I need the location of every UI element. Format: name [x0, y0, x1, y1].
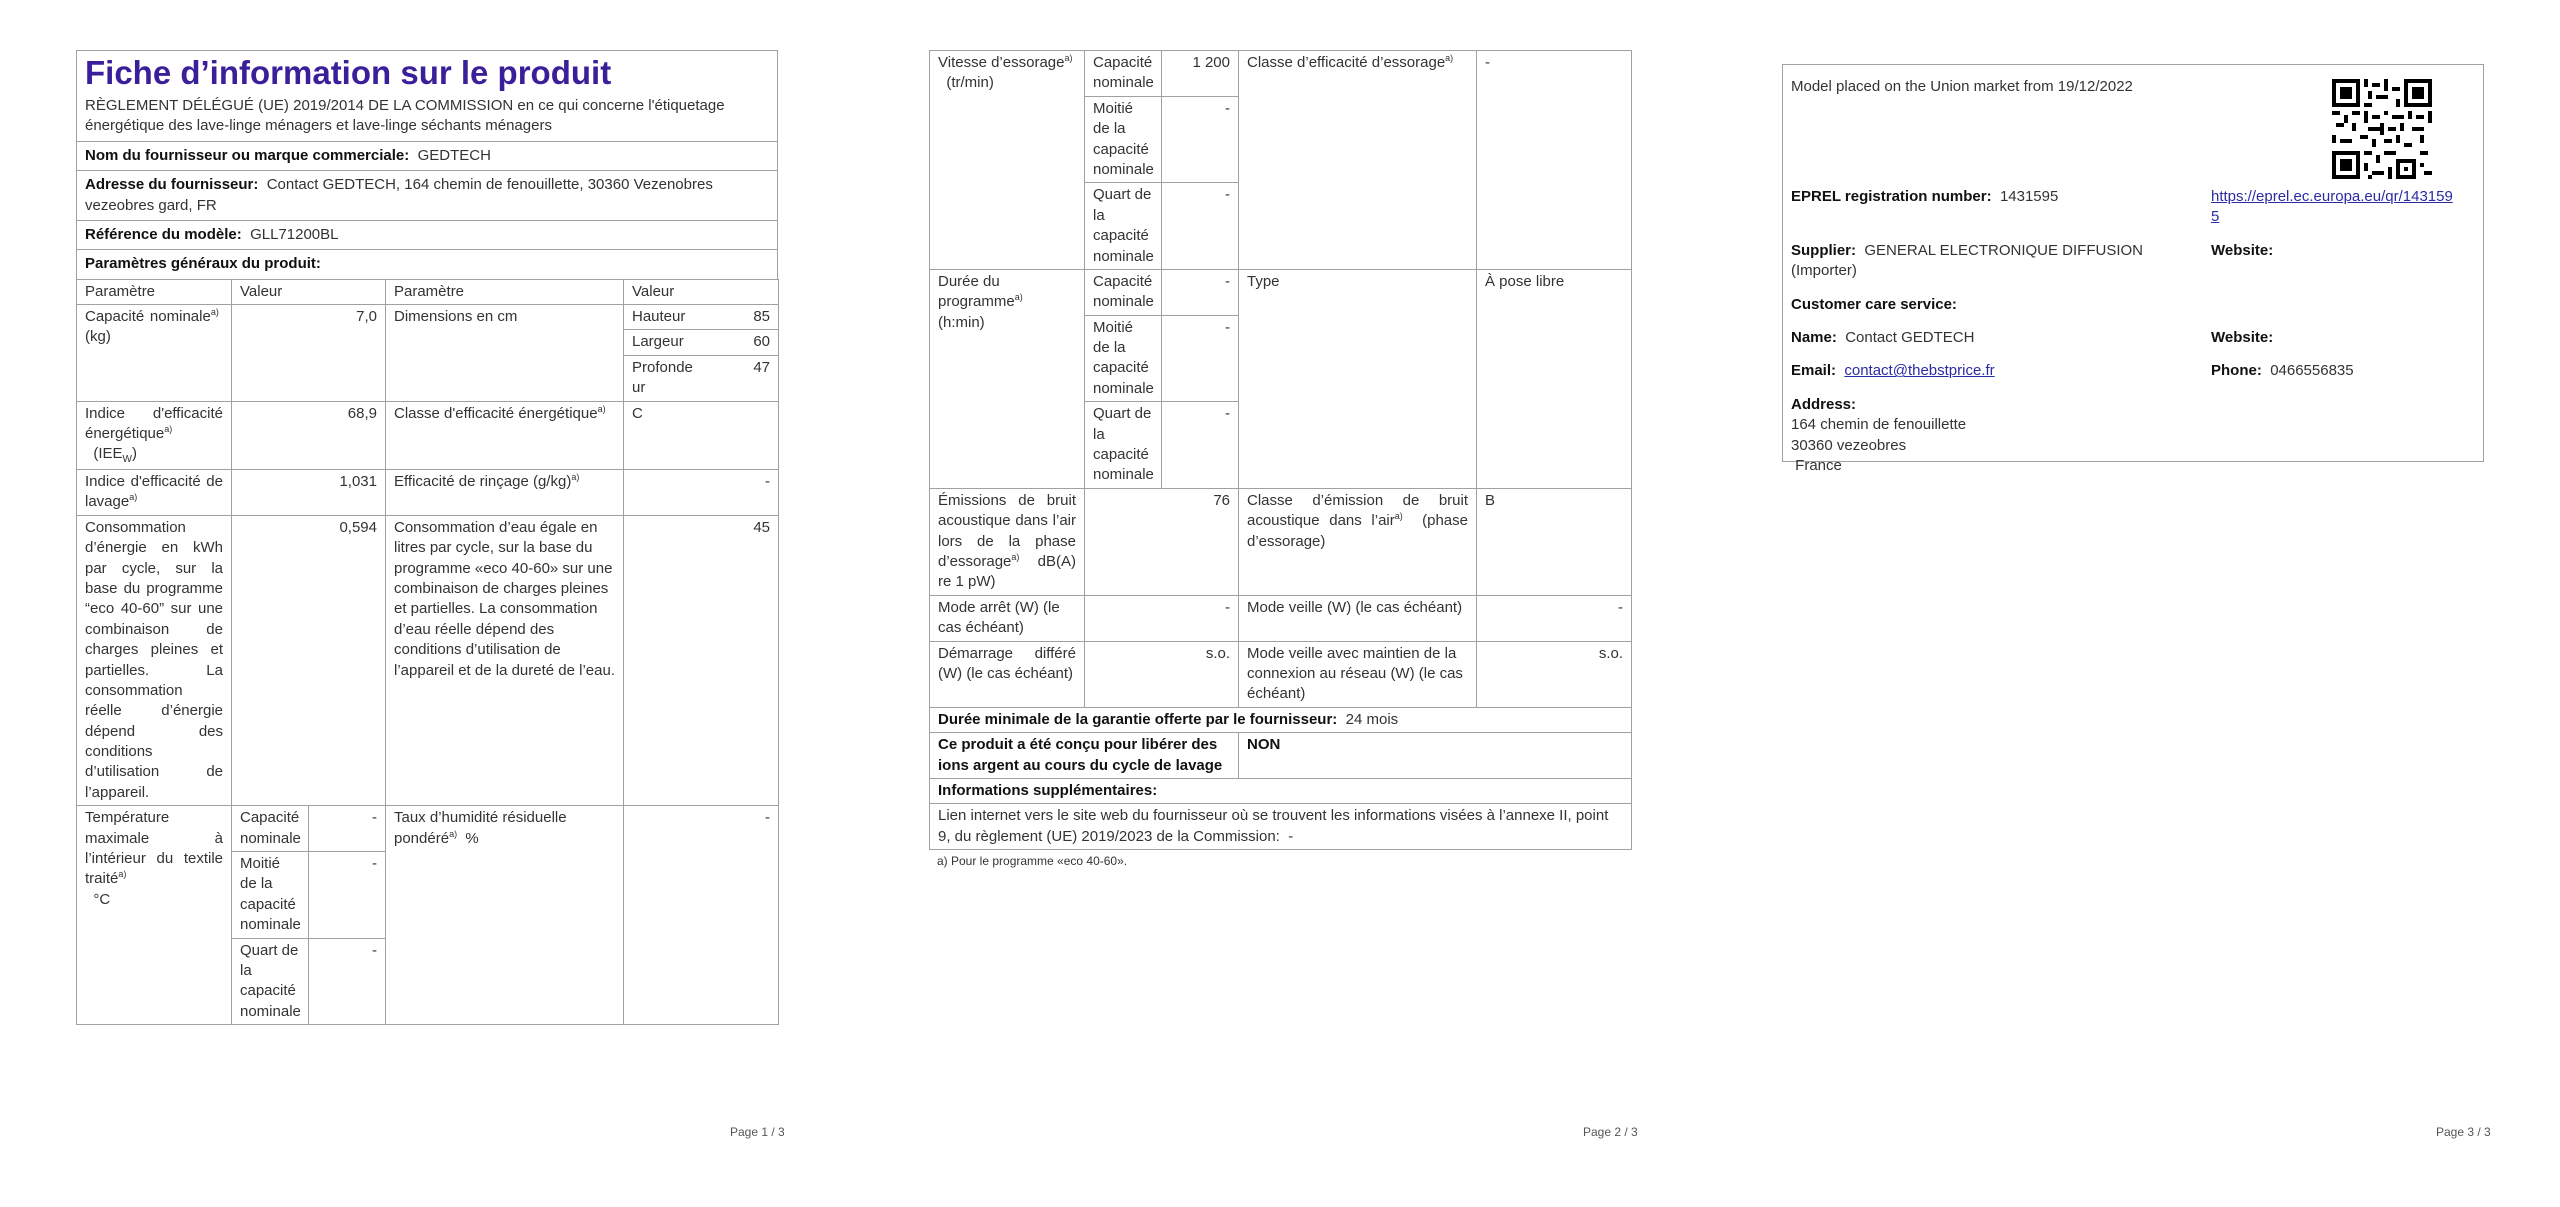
supplier-info-grid	[1783, 187, 2483, 476]
depth-value: 47	[753, 358, 770, 376]
email-link[interactable]: contact@thebstprice.fr	[1844, 362, 1995, 380]
address-row	[77, 171, 777, 221]
spin-sub-value-1: 1 200	[1162, 51, 1239, 97]
noise-class-label: Classe d’émission de bruit acoustique dans l’air$^{a)}$ (phase d’essorage)	[1239, 488, 1477, 595]
eei-value: 68,9	[232, 401, 386, 469]
page-number-1: Page 1 / 3	[730, 1125, 785, 1139]
general-params-row	[77, 250, 777, 278]
table-row	[930, 641, 1632, 707]
off-label: Mode arrêt (W) (le cas échéant)	[930, 595, 1085, 641]
spin-sub-label-2: Moitié de la capacité nominale	[1085, 96, 1162, 183]
spin-sub-value-2: -	[1162, 96, 1239, 183]
temp-label: Température maximale à l’intérieur du textile traité$^{a)}$ °C	[77, 806, 232, 1025]
spin-class-value: -	[1477, 51, 1632, 270]
table-row	[930, 595, 1632, 641]
network-value: s.o.	[1477, 641, 1632, 707]
table-row	[77, 401, 779, 469]
address-line-1: 164 chemin de fenouillette	[1791, 416, 1967, 434]
capacity-value: 7,0	[232, 305, 386, 402]
parameters-table	[76, 279, 779, 1025]
footnote: a) Pour le programme «eco 40-60».	[937, 854, 1128, 869]
duration-sub-label-2: Moitié de la capacité nominale	[1085, 315, 1162, 402]
temp-sub-value-1: -	[309, 806, 386, 852]
noise-label: Émissions de bruit acoustique dans l’air lors de la phase d’essorage$^{a)}$ dB(A) re 1 pW)	[930, 488, 1085, 595]
address-block: Address: 164 chemin de fenouillette 30360 vezeobres France	[1791, 395, 1967, 474]
spin-sub-label-3: Quart de la capacité nominale	[1085, 183, 1162, 270]
phone-row: Phone: 0466556835	[2211, 362, 2354, 380]
col-param-header-2: Paramètre	[386, 279, 624, 304]
market-header	[1783, 77, 2483, 187]
page-number-3: Page 3 / 3	[2436, 1125, 2491, 1139]
qr-code-icon	[2332, 79, 2432, 179]
off-value: -	[1085, 595, 1239, 641]
spin-class-label: Classe d’efficacité d’essorage$^{a)}$	[1239, 51, 1477, 270]
eei-label: Indice d'efficacité énergétique$^{a)}$ $(IEE_W)$	[77, 401, 232, 469]
standby-value: -	[1477, 595, 1632, 641]
dimensions-subtable	[624, 305, 778, 401]
general-params-label: Paramètres généraux du produit:	[85, 255, 321, 273]
table-row	[77, 305, 779, 402]
depth-label: Profondeur	[632, 358, 693, 397]
supplier-label: Nom du fournisseur ou marque commerciale:	[85, 146, 410, 164]
energy-class-label: Classe d'efficacité énergétique$^{a)}$	[386, 401, 624, 469]
moisture-value: -	[624, 806, 779, 1025]
duration-sub-label-3: Quart de la capacité nominale	[1085, 402, 1162, 489]
page-1	[76, 50, 778, 1025]
moisture-label: Taux d’humidité résiduelle pondéré$^{a)}$ %	[386, 806, 624, 1025]
table-row	[930, 269, 1632, 315]
temp-sub-value-3: -	[309, 938, 386, 1025]
regulation-text: RÈGLEMENT DÉLÉGUÉ (UE) 2019/2014 DE LA COMMISSION en ce qui concerne l'étiquetage énergétique des lave-linge ménagers et lave-linge séchants ménagers	[77, 94, 777, 142]
model-row	[77, 221, 777, 250]
delay-value: s.o.	[1085, 641, 1239, 707]
duration-sub-value-2: -	[1162, 315, 1239, 402]
page-2	[929, 50, 1631, 872]
name-row: Name: Contact GEDTECH	[1791, 328, 1975, 346]
washing-value: 1,031	[232, 470, 386, 516]
temp-sub-label-1: Capacité nominale	[232, 806, 309, 852]
height-value: 85	[701, 305, 778, 330]
rinsing-value: -	[624, 470, 779, 516]
address-value: Contact GEDTECH, 164 chemin de fenouillette, 30360 Vezenobres vezeobres gard, FR	[85, 176, 713, 214]
energy-cons-label: Consommation d’énergie en kWh par cycle, sur la base du programme “eco 40-60” sur une combinaison de charges pleines et partielles. La consommation réelle d’énergie dépend des conditions d’utilisation de l’appareil.	[77, 515, 232, 805]
silver-label: Ce produit a été conçu pour libérer des ions argent au cours du cycle de lavage	[930, 733, 1239, 779]
supplier-value: GEDTECH	[417, 146, 491, 164]
page-title: Fiche d’information sur le produit	[85, 54, 612, 91]
height-label: Hauteur	[624, 305, 701, 330]
spin-sub-label-1: Capacité nominale	[1085, 51, 1162, 97]
silver-value: NON	[1239, 733, 1632, 779]
temp-sub-value-2: -	[309, 852, 386, 939]
table-row	[930, 778, 1632, 803]
network-label: Mode veille avec maintien de la connexion au réseau (W) (le cas échéant)	[1239, 641, 1477, 707]
extra-info-label: Informations supplémentaires:	[930, 778, 1632, 803]
energy-class-value: C	[624, 401, 779, 469]
noise-value: 76	[1085, 488, 1239, 595]
type-value: À pose libre	[1477, 269, 1632, 488]
table-row	[77, 515, 779, 805]
rinsing-label: Efficacité de rinçage $(g/kg)^{a)}$	[386, 470, 624, 516]
width-label: Largeur	[624, 330, 701, 355]
placed-on-market: Model placed on the Union market from 19/12/2022	[1791, 78, 2133, 95]
address-line-2: 30360 vezeobres	[1791, 436, 1907, 454]
page-number-2: Page 2 / 3	[1583, 1125, 1638, 1139]
water-cons-value: 45	[624, 515, 779, 805]
duration-sub-value-1: -	[1162, 269, 1239, 315]
noise-class-value: B	[1477, 488, 1632, 595]
table-row	[77, 470, 779, 516]
capacity-label: Capacité nominale$^{a)}$ (kg)	[77, 305, 232, 402]
dimensions-label: Dimensions en cm	[386, 305, 624, 402]
table-row	[930, 488, 1632, 595]
spin-sub-value-3: -	[1162, 183, 1239, 270]
parameters-table-2	[929, 50, 1632, 850]
duration-sub-value-3: -	[1162, 402, 1239, 489]
website2-row: Website:	[2211, 328, 2274, 346]
table-row	[930, 733, 1632, 779]
energy-cons-value: 0,594	[232, 515, 386, 805]
supplier-row-3: Supplier: GENERAL ELECTRONIQUE DIFFUSION (Importer)	[1791, 241, 2144, 280]
eprel-row: EPREL registration number: 1431595	[1791, 188, 2059, 205]
model-value: GLL71200BL	[250, 225, 339, 243]
standby-label: Mode veille (W) (le cas échéant)	[1239, 595, 1477, 641]
width-value: 60	[701, 330, 778, 355]
duration-label: Durée du programme$^{a)}$ (h:min)	[930, 269, 1085, 488]
warranty-label: Durée minimale de la garantie offerte par le fournisseur:	[938, 710, 1338, 728]
type-label: Type	[1239, 269, 1477, 488]
spin-label: Vitesse d’essorage$^{a)}$ (tr/min)	[930, 51, 1085, 270]
address-label: Adresse du fournisseur:	[85, 176, 259, 194]
customer-care-label: Customer care service:	[1791, 295, 1957, 313]
table-row	[77, 806, 779, 852]
table-row	[930, 707, 1632, 732]
duration-sub-label-1: Capacité nominale	[1085, 269, 1162, 315]
product-header-box	[76, 50, 778, 280]
washing-label: Indice d'efficacité de lavage$^{a)}$	[77, 470, 232, 516]
warranty-row	[930, 707, 1632, 732]
col-value-header: Valeur	[232, 279, 386, 304]
water-cons-label: Consommation d’eau égale en litres par cycle, sur la base du programme «eco 40-60» sur une combinaison de charges pleines et partielles. La consommation d’eau réelle dépend des conditions d’utilisation de l’appareil et de la dureté de l’eau.	[386, 515, 624, 805]
table-header-row	[77, 279, 779, 304]
col-value-header-2: Valeur	[624, 279, 779, 304]
delay-label: Démarrage différé (W) (le cas échéant)	[930, 641, 1085, 707]
table-row	[930, 804, 1632, 850]
model-label: Référence du modèle:	[85, 225, 242, 243]
page-3	[1782, 64, 2484, 474]
address-line-3: France	[1795, 456, 1842, 474]
website-row: Website:	[2211, 241, 2274, 259]
warranty-value: 24 mois	[1345, 710, 1399, 728]
temp-sub-label-2: Moitié de la capacité nominale	[232, 852, 309, 939]
link-row: Lien internet vers le site web du fournisseur où se trouvent les informations visées à l’annexe II, point 9, du règlement (UE) 2019/2023 de la Commission: -	[930, 804, 1632, 850]
eprel-link[interactable]: https://eprel.ec.europa.eu/qr/1431595	[2211, 188, 2453, 226]
col-param-header: Paramètre	[77, 279, 232, 304]
temp-sub-label-3: Quart de la capacité nominale	[232, 938, 309, 1025]
table-row	[930, 51, 1632, 97]
email-row: Email: contact@thebstprice.fr	[1791, 362, 1995, 380]
supplier-row	[77, 142, 777, 171]
